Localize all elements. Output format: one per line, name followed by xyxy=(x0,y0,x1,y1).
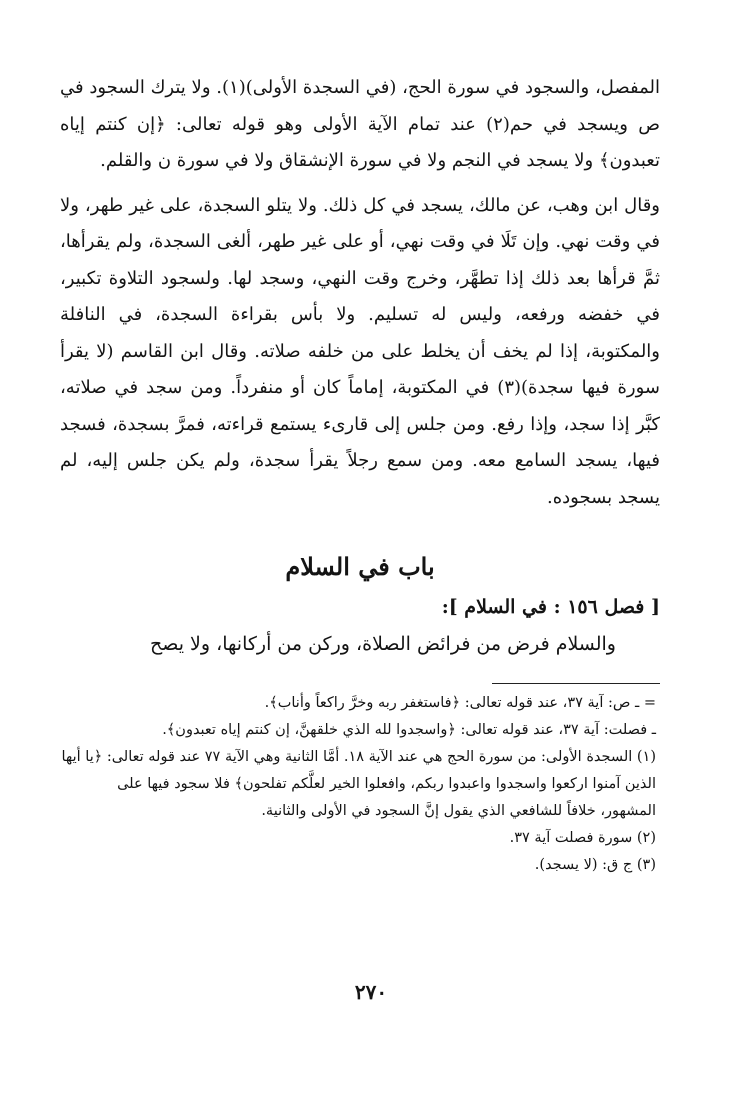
body-paragraph-1: المفصل، والسجود في سورة الحج، (في السجدة الأولى)(١). ولا يترك السجود في ص ويسجد في حم(٢) عند تمام الآية الأولى وهو قوله تعالى: ﴿إن كنتم إياه تعبدون﴾ ولا يسجد في النجم ولا في سورة الإنشقاق ولا في سورة ن والقلم. xyxy=(60,77,660,171)
page-number: ٢٧٠ xyxy=(354,980,388,1004)
page-content xyxy=(60,70,660,879)
footnote-continued-sad: = ـ ص: آية ٣٧، عند قوله تعالى: ﴿فاستغفر ربه وخرَّ راكعاً وأناب﴾. xyxy=(264,694,656,711)
footnote-3: (٣) ج ق: (لا يسجد). xyxy=(534,856,656,873)
section-first-line: والسلام فرض من فرائض الصلاة، وركن من أركانها، ولا يصح xyxy=(149,633,616,655)
footnote-1: (١) السجدة الأولى: من سورة الحج هي عند الآية ١٨. أمَّا الثانية وهي الآية ٧٧ عند قوله تعالى: ﴿يا أيها الذين آمنوا اركعوا واسجدوا واعبدوا ربكم، وافعلوا الخير لعلَّكم تفلحون﴾ فلا سجود فيها على المشهور، خلافاً للشافعي الذي يقول إنَّ السجود في الأولى والثانية. xyxy=(61,748,656,819)
chapter-heading: باب في السلام xyxy=(285,552,435,581)
footnote-divider xyxy=(492,683,660,684)
body-paragraph-2: وقال ابن وهب، عن مالك، يسجد في كل ذلك. ولا يتلو السجدة، على غير طهر، ولا في وقت نهي. وإن تَلَا في وقت نهي، أو على غير طهر، ألغى السجدة، ولم يقرأها، ثمَّ قرأها بعد ذلك إذا تطهَّر، وخرج وقت النهي، وسجد لها. ولسجود التلاوة تكبير، في خفضه ورفعه، وليس له تسليم. ولا بأس بقراءة السجدة، في النافلة والمكتوبة، إذا لم يخف أن يخلط على من خلفه صلاته. وقال ابن القاسم (لا يقرأ سورة فيها سجدة)(٣) في المكتوبة، إماماً كان أو منفرداً. ومن سجد في صلاته، كبَّر إذا سجد، وإذا رفع. ومن جلس إلى قارىء يستمع قراءته، فمرَّ بسجدة، فسجد فيها، يسجد السامع معه. ومن سمع رجلاً يقرأ سجدة، ولم يكن جلس إليه، لم يسجد بسجوده. xyxy=(60,194,661,508)
section-heading: [ فصل ١٥٦ : في السلام ]: xyxy=(441,596,660,618)
footnote-2: (٢) سورة فصلت آية ٣٧. xyxy=(509,829,656,846)
footnotes xyxy=(60,690,660,879)
footnote-continued-fussilat: ـ فصلت: آية ٣٧، عند قوله تعالى: ﴿واسجدوا لله الذي خلقهنَّ، إن كنتم إياه تعبدون﴾. xyxy=(162,721,656,738)
